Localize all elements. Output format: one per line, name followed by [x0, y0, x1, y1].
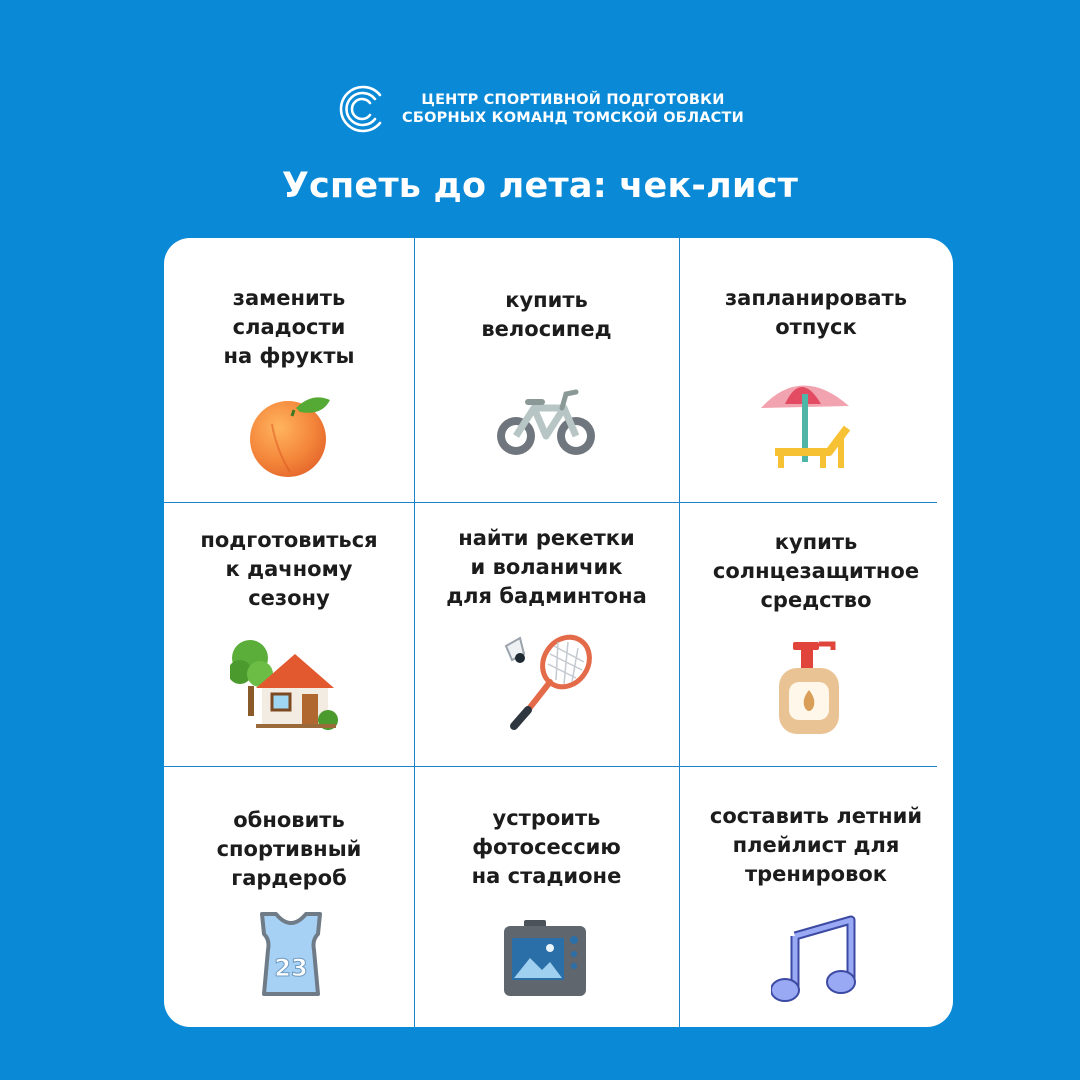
beach-umbrella-icon	[757, 376, 857, 472]
checklist-item-label: составить летний плейлист для тренировок	[709, 804, 923, 886]
organization-name-line2: СБОРНЫХ КОМАНД ТОМСКОЙ ОБЛАСТИ	[402, 110, 744, 126]
checklist-item-photoshoot	[414, 766, 679, 1027]
checklist-item-vacation	[679, 238, 953, 502]
peach-icon	[248, 394, 334, 480]
jersey-number: 23	[274, 954, 308, 982]
checklist-item-dacha	[164, 502, 414, 766]
camera-icon	[502, 918, 588, 998]
checklist-item-label: обновить спортивный гардероб	[216, 808, 362, 890]
checklist-item-label: заменить сладости на фрукты	[223, 286, 355, 368]
checklist-item-badminton	[414, 502, 679, 766]
house-with-garden-icon	[230, 636, 340, 732]
organization-name-line1: ЦЕНТР СПОРТИВНОЙ ПОДГОТОВКИ	[421, 92, 725, 108]
checklist-item-sunscreen	[679, 502, 953, 766]
checklist-item-wardrobe	[164, 766, 414, 1027]
badminton-icon	[498, 632, 598, 732]
checklist-item-playlist	[679, 766, 953, 1027]
checklist-item-label: устроить фотосессию на стадионе	[471, 806, 622, 888]
music-notes-icon	[771, 914, 861, 1004]
page-title: Успеть до лета: чек-лист	[281, 166, 799, 206]
checklist-item-fruits	[164, 238, 414, 502]
bicycle-icon	[494, 384, 598, 460]
lotion-bottle-icon	[773, 638, 849, 738]
checklist-grid	[164, 238, 953, 1027]
checklist-item-bicycle	[414, 238, 679, 502]
checklist-item-label: купить велосипед	[481, 288, 612, 341]
organization-name	[402, 91, 744, 127]
jersey-icon	[256, 910, 326, 998]
checklist-item-label: найти рекетки и воланичик для бадминтона	[446, 526, 647, 608]
header	[0, 78, 1080, 140]
center-logo-icon	[336, 83, 388, 135]
checklist-item-label: запланировать отпуск	[724, 286, 908, 339]
checklist-item-label: подготовиться к дачному сезону	[200, 528, 378, 610]
checklist-item-label: купить солнцезащитное средство	[712, 530, 920, 612]
